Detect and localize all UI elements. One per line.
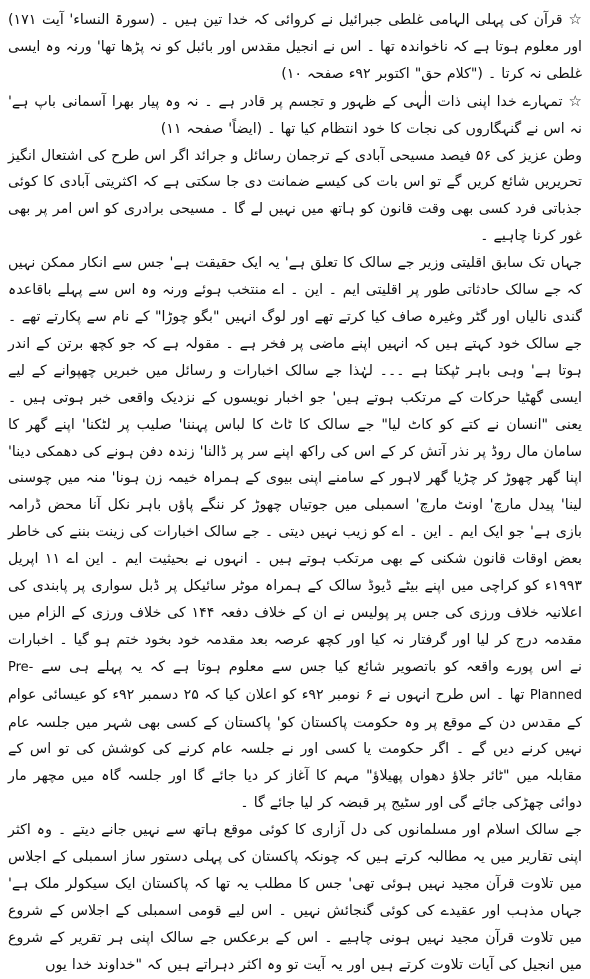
paragraph-text: وطن عزیز کی ۵۶ فیصد مسیحی آبادی کے ترجمان رسائل و جرائد اگر اس طرح کی اشتعال انگیز تحریریں شائع کریں گے تو اس بات کی کیسے ضمانت دی جا سکتی ہے کہ اکثریتی آبادی کا کوئی جذباتی فرد کسی بھی وقت قانون کو ہاتھ میں نہیں لے گا ۔ مسیحی برادری کو اس امر پر بھی غور کرنا چاہیے ۔ [8, 147, 582, 245]
article-body [8, 6, 582, 979]
body-paragraph-1 [8, 143, 582, 251]
star-bullet-icon: ☆ [568, 91, 582, 110]
paragraph-text-continued: تھا ۔ اس طرح انہوں نے ۶ نومبر ۹۲ء کو اعلان کیا کہ ۲۵ دسمبر ۹۲ء کو عیسائی عوام کے مقدس دن کے موقع پر وہ حکومت پاکستان کو' پاکستان کے کسی بھی شہر میں جلسہ عام نہیں کرنے دیں گے ۔ اگر حکومت یا کسی اور نے جلسہ عام کرنے کی کوشش کی تو اس کے مقابلہ میں "ٹائر جلاؤ دھواں پھیلاؤ" مہم کا آغاز کر دیا جائے گا اور جلسہ گاہ میں مچھر مار دوائی چھڑکی جائے گی اور سٹیج پر قبضہ کر لیا جائے گا ۔ [8, 686, 582, 812]
body-paragraph-3 [8, 817, 582, 978]
paragraph-text: قرآن کی پہلی الہامی غلطی جبرائیل نے کروائی کہ خدا تین ہیں ۔ (سورۃ النساء' آیت ۱۷۱) اور معلوم ہوتا ہے کہ ناخواندہ تھا ۔ اس نے انجیل مقدس اور بائبل کو نہ پڑھا تھا' ورنہ وہ ایسی غلطی نہ کرتا ۔ ("کلام حق" اکتوبر ۹۲ء صفحہ ۱۰) [8, 12, 582, 82]
paragraph-text: جہاں تک سابق اقلیتی وزیر جے سالک کا تعلق ہے' یہ ایک حقیقت ہے' جس سے انکار ممکن نہیں کہ جے سالک حادثاتی طور پر اقلیتی ایم ۔ این ۔ اے منتخب ہوئے ورنہ وہ اس سے پہلے باقاعدہ گندی نالیاں اور گٹر وغیرہ صاف کیا کرتے تھے اور لوگ انہیں "بگو چوڑا" کے نام سے پکارتے تھے ۔ جے سالک خود کہتے ہیں کہ انہیں اپنے ماضی پر فخر ہے ۔ مقولہ ہے کہ جو کچھ برتن کے اندر ہوتا ہے' وہی باہر ٹپکتا ہے ۔۔۔ لہٰذا جے سالک اخبارات و رسائل میں خبریں چھپوانے کے لیے ایسی گھٹیا حرکات کے مرتکب ہوتے ہیں' جو اخبار نویسوں کے نزدیک واقعی خبر ہوتی ہیں ۔ یعنی "انسان نے کتے کو کاٹ لیا" جے سالک کا ٹاٹ کا لباس پہننا' صلیب پر لٹکنا' اپنے گھر کا سامان مال روڈ پر نذر آتش کر کے اس کی راکھ اپنے سر پر ڈالنا' زندہ دفن ہونے کی دھمکی دینا' اپنا گھر چھوڑ کر چڑیا گھر لاہور کے سامنے اپنی بیوی کے ہمراہ خیمہ زن ہونا' منہ میں چوسنی لینا' پیدل مارچ' اونٹ مارچ' اسمبلی میں جوتیاں چھوڑ کر ننگے پاؤں باہر نکل آنا محض ڈرامہ بازی ہے' جو ایک ایم ۔ این ۔ اے کو زیب نہیں دیتی ۔ جے سالک اخبارات کی زینت بننے کی خاطر بعض اوقات قانون شکنی کے بھی مرتکب ہوتے ہیں ۔ انہوں نے بحیثیت ایم ۔ این اے ۱۱ اپریل ۱۹۹۳ء کو کراچی میں اپنے بیٹے ڈیوڈ سالک کے ہمراہ موٹر سائیکل پر ڈبل سواری پر پابندی کی اعلانیہ خلاف ورزی کی جس پر پولیس نے ان کے خلاف دفعہ ۱۴۴ کی خلاف ورزی کے الزام میں مقدمہ درج کر لیا اور گرفتار نہ کیا اور کچھ عرصہ بعد مقدمہ خود بخود ختم ہو گیا ۔ اخبارات نے اس پورے واقعہ کو باتصویر شائع کیا جس سے معلوم ہوتا ہے کہ یہ پہلے ہی سے [8, 255, 582, 675]
latin-term: Pre-Planned [8, 659, 582, 703]
body-paragraph-2 [8, 250, 582, 817]
paragraph-text: جے سالک اسلام اور مسلمانوں کی دل آزاری کا کوئی موقع ہاتھ سے نہیں جانے دیتے ۔ وہ اکثر اپنی تقاریر میں یہ مطالبہ کرتے ہیں کہ چونکہ پاکستان کی پہلی دستور ساز اسمبلی کے اجلاس میں تلاوت قرآن مجید نہیں ہوئی تھی' جس کا مطلب یہ تھا کہ پاکستان ایک سیکولر ملک ہے' جہاں مذہب اور عقیدے کی کوئی گنجائش نہیں ۔ اس لیے قومی اسمبلی کے اجلاس کے شروع میں تلاوت قرآن مجید نہیں ہونی چاہیے ۔ اس کے برعکس جے سالک اپنی ہر تقریر کے شروع میں انجیل کی آیات تلاوت کرتے ہیں اور یہ آیت تو وہ اکثر دہراتے ہیں کہ "خداوند خدا یوں [8, 822, 582, 973]
paragraph-text: تمہارے خدا اپنی ذات الٰہی کے ظہور و تجسم پر قادر ہے ۔ نہ وہ پیار بھرا آسمانی باپ ہے' نہ اس نے گنہگاروں کی نجات کا خود انتظام کیا تھا ۔ (ایضاً' صفحہ ۱۱) [8, 93, 582, 137]
quote-paragraph-2 [8, 88, 582, 143]
star-bullet-icon: ☆ [568, 10, 582, 28]
quote-paragraph-1 [8, 6, 582, 88]
